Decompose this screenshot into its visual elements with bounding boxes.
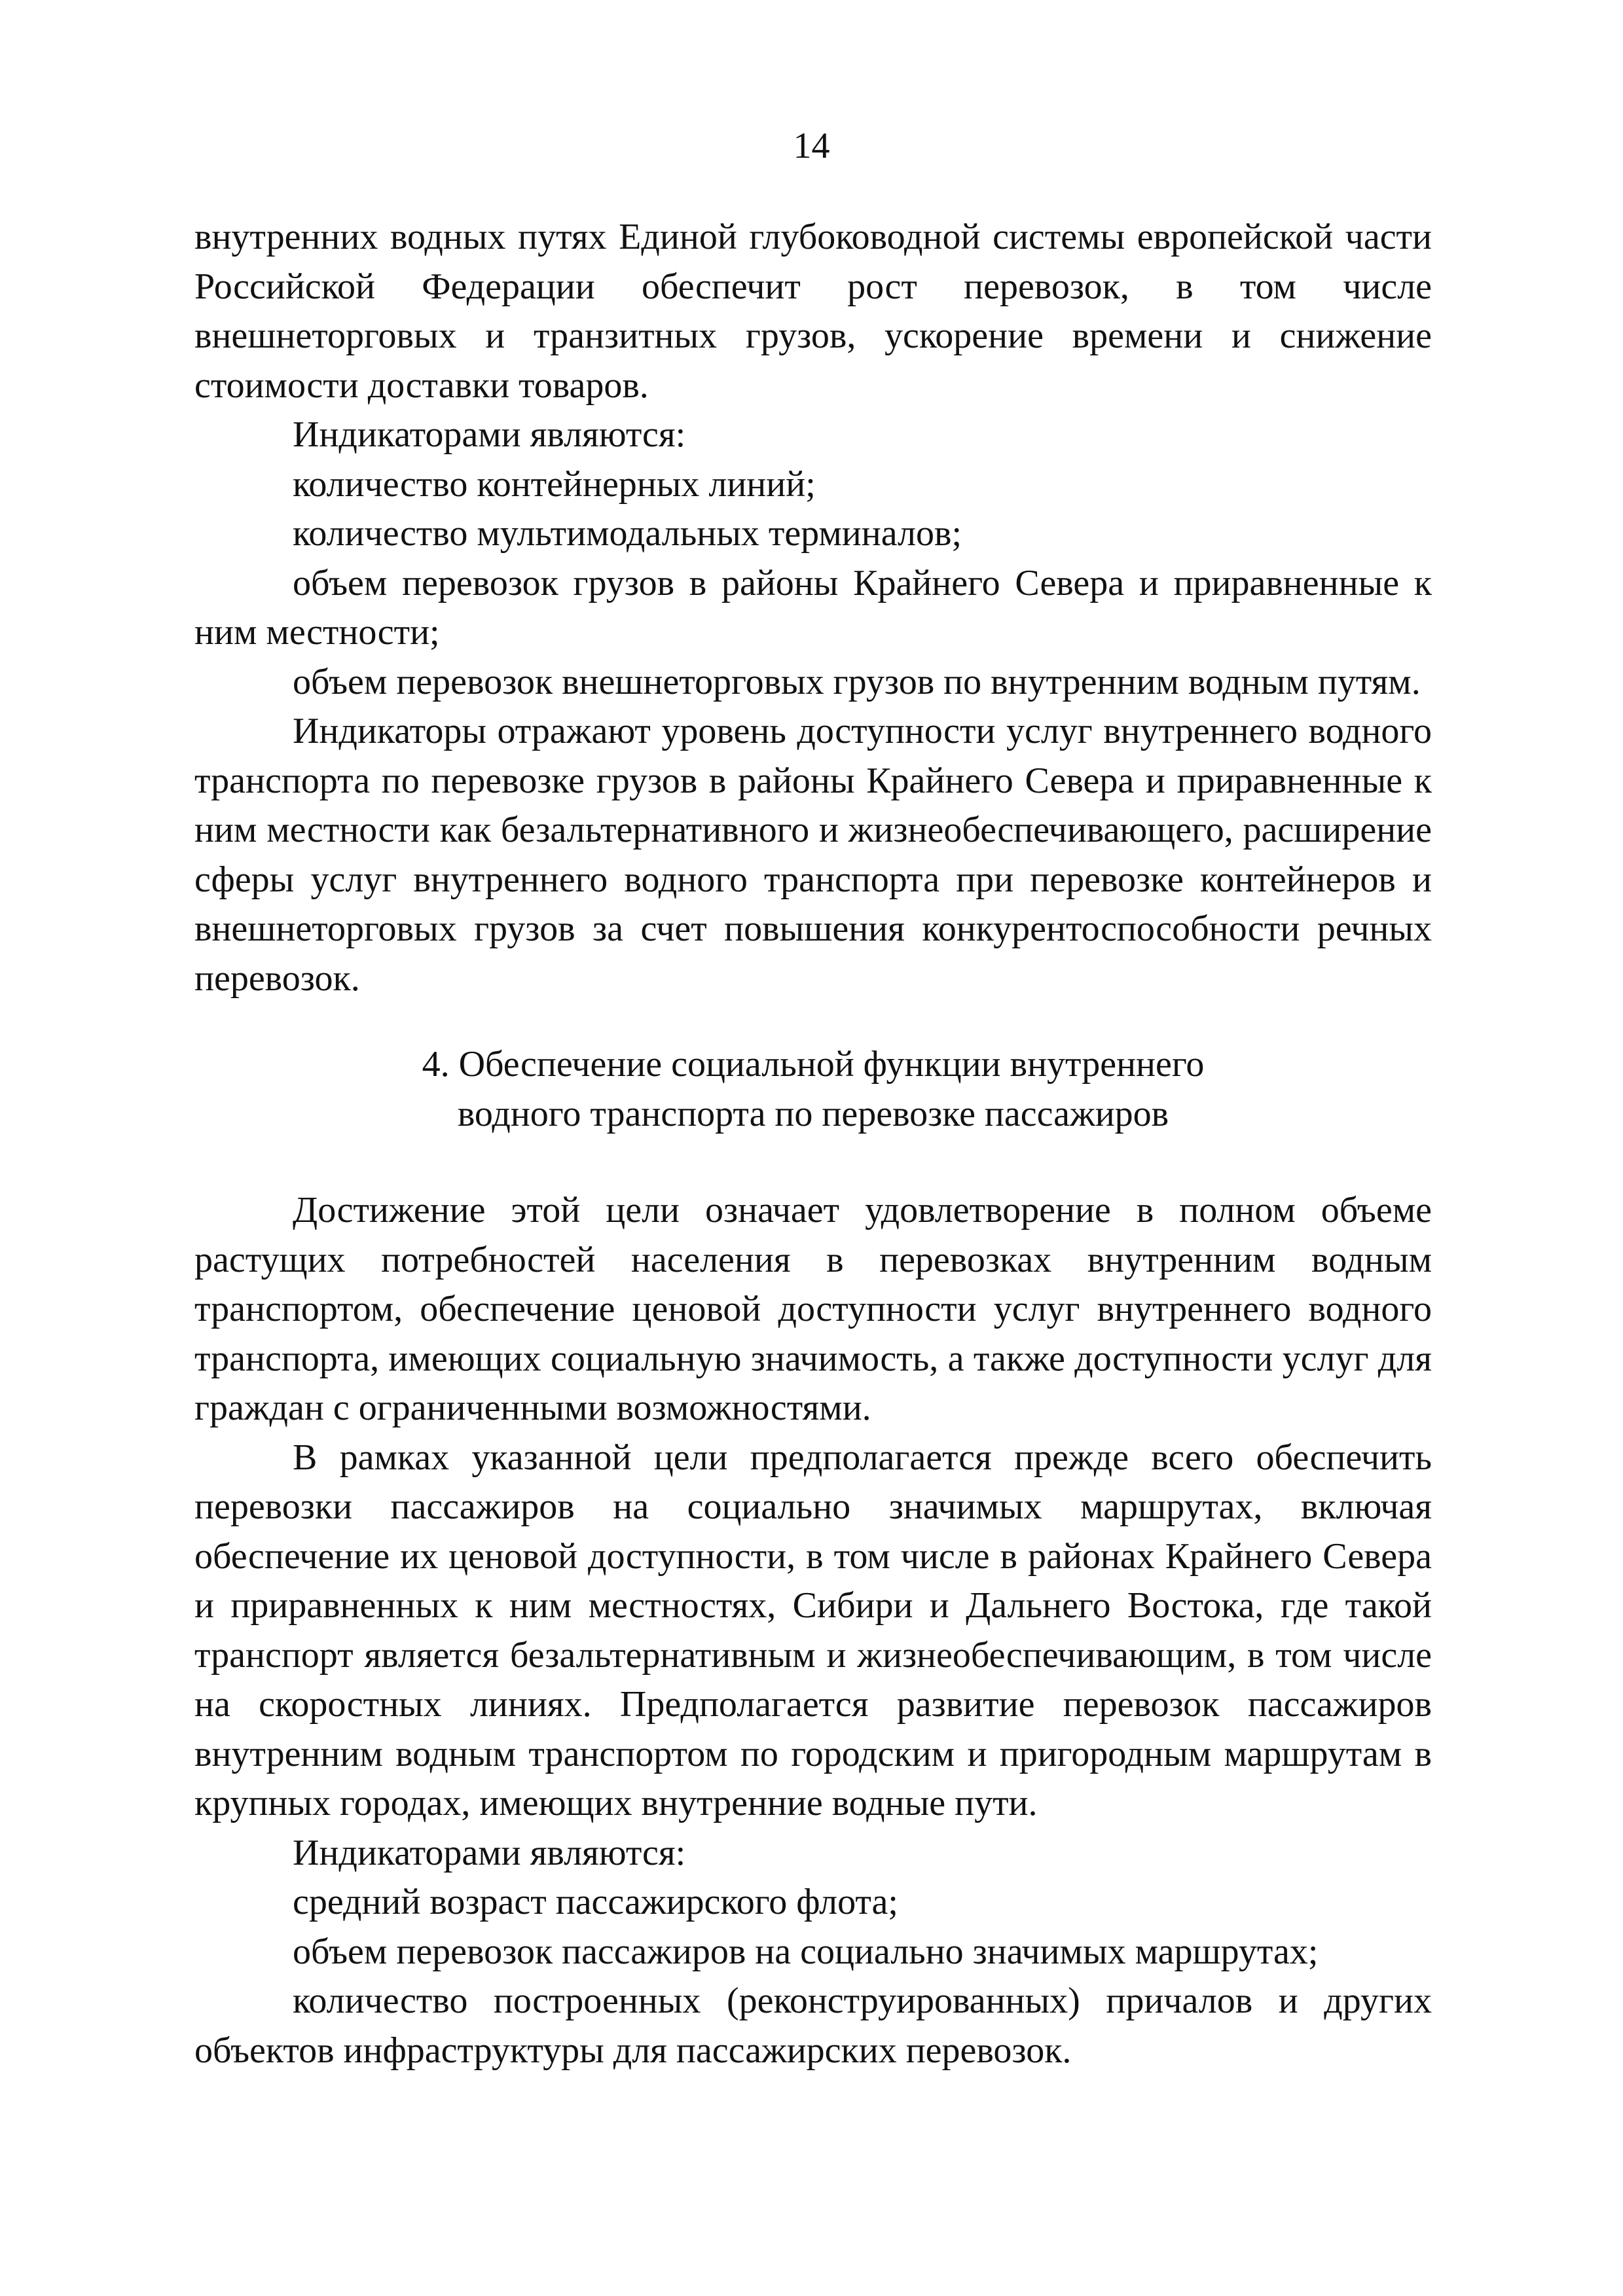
paragraph-continuation: внутренних водных путях Единой глубоководной системы европейской части Российской Федерации обеспечит рост перевозок, в том числе внешнеторговых и транзитных грузов, ускорение времени и снижение стоимости доставки товаров. — [194, 217, 1432, 406]
list-item-foreign-trade-cargo: объем перевозок внешнеторговых грузов по внутренним водным путям. — [293, 661, 1421, 702]
section-heading — [194, 1040, 1432, 1139]
list-item-passenger-volume: объем перевозок пассажиров на социально значимых маршрутах; — [293, 1931, 1319, 1972]
document-body — [194, 213, 1432, 2075]
page-number: 14 — [793, 126, 830, 166]
paragraph-indicators-intro: Индикаторами являются: — [293, 414, 686, 455]
paragraph-indicators-intro-2: Индикаторами являются: — [293, 1832, 686, 1873]
list-item-fleet-age: средний возраст пассажирского флота; — [293, 1882, 898, 1922]
paragraph-indicators-reflect: Индикаторы отражают уровень доступности услуг внутреннего водного транспорта по перевозке грузов в районы Крайнего Севера и приравненные к ним местности как безальтернативного и жизнеобеспечивающего, расширение сферы услуг внутреннего водного транспорта при перевозке контейнеров и внешнеторговых грузов за счет повышения конкурентоспособности речных перевозок. — [194, 711, 1432, 999]
section-heading-line-2: водного транспорта по перевозке пассажиров — [457, 1093, 1169, 1134]
list-item-berths-infrastructure: количество построенных (реконструированных) причалов и других объектов инфраструктуры для пассажирских перевозок. — [194, 1981, 1432, 2071]
paragraph-goal-achievement: Достижение этой цели означает удовлетворение в полном объеме растущих потребностей населения в перевозках внутренним водным транспортом, обеспечение ценовой доступности услуг внутреннего водного транспорта, имеющих социальную значимость, а также доступности услуг для граждан с ограниченными возможностями. — [194, 1190, 1432, 1428]
paragraph-goal-scope: В рамках указанной цели предполагается прежде всего обеспечить перевозки пассажиров на социально значимых маршрутах, включая обеспечение их ценовой доступности, в том числе в районах Крайнего Севера и приравненных к ним местностях, Сибири и Дальнего Востока, где такой транспорт является безальтернативным и жизнеобеспечивающим, в том числе на скоростных линиях. Предполагается развитие перевозок пассажиров внутренним водным транспортом по городским и пригородным маршрутам в крупных городах, имеющих внутренние водные пути. — [194, 1437, 1432, 1823]
list-item-multimodal-terminals: количество мультимодальных терминалов; — [293, 513, 962, 554]
list-item-far-north-cargo: объем перевозок грузов в районы Крайнего Севера и приравненные к ним местности; — [194, 562, 1432, 653]
section-heading-line-1: 4. Обеспечение социальной функции внутреннего — [422, 1044, 1205, 1085]
list-item-container-lines: количество контейнерных линий; — [293, 463, 816, 505]
